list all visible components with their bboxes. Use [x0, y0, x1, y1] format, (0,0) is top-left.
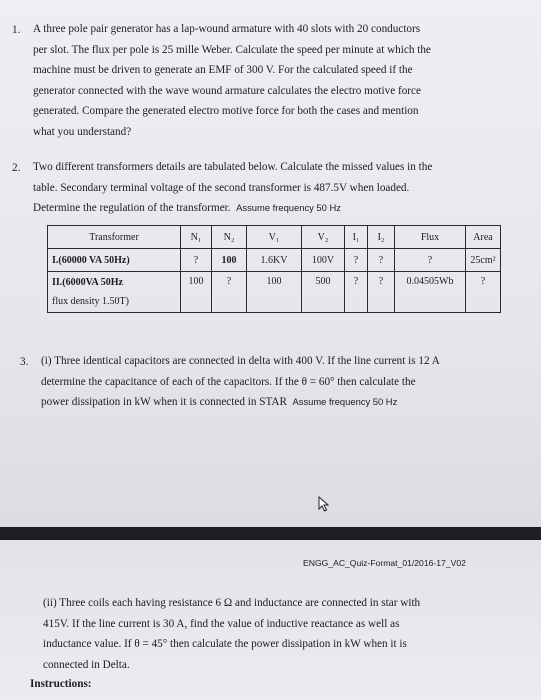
question-3-number: 3.: [20, 356, 29, 368]
table-cell: ?: [466, 272, 501, 313]
table-cell: 0.04505Wb: [395, 272, 466, 313]
table-cell: ?: [368, 272, 395, 313]
table-cell: 500: [302, 272, 345, 313]
q3-line-text: power dissipation in kW when it is connected in STAR: [41, 396, 287, 409]
q3-line: [41, 392, 440, 413]
table-cell: ?: [345, 272, 368, 313]
q2-line: table. Secondary terminal voltage of the second transformer is 487.5V when loaded.: [33, 181, 410, 194]
table-cell: [48, 272, 181, 313]
table-row: [48, 249, 501, 272]
header-cell: Transformer: [48, 226, 181, 249]
q3b-line: inductance value. If θ = 45° then calculate the power dissipation in kW when it is: [43, 638, 407, 651]
question-2-number: 2.: [12, 162, 21, 174]
table-cell: [48, 249, 181, 272]
table-cell: 100: [247, 272, 302, 313]
transformer-2-label: II.(6000VA 50Hz: [52, 277, 123, 288]
transformer-table: [47, 225, 501, 313]
q3-line: determine the capacitance of each of the capacitors. If the θ = 60° then calculate the: [41, 375, 416, 388]
q2-frequency-note: Assume frequency 50 Hz: [236, 202, 341, 214]
question-3-text: [41, 351, 440, 413]
table-row: [48, 272, 501, 313]
table-cell: ?: [395, 249, 466, 272]
header-cell: Flux: [395, 226, 466, 249]
header-cell: I₂: [368, 226, 395, 249]
table-cell: 100: [181, 272, 212, 313]
q1-line: machine must be driven to generate an EMF of 300 V. For the calculated speed if the: [33, 64, 413, 77]
table-cell-value: 100: [221, 254, 237, 266]
table-cell: ?: [212, 272, 247, 313]
header-cell: N₁: [181, 226, 212, 249]
q1-line: what you understand?: [33, 125, 132, 138]
q1-line: A three pole pair generator has a lap-wound armature with 40 slots with 20 conductors: [33, 23, 421, 35]
table-cell: ?: [181, 249, 212, 272]
table-cell: [212, 249, 247, 272]
table-cell: ?: [345, 249, 368, 272]
header-cell: V₂: [302, 226, 345, 249]
header-cell: V₁: [247, 226, 302, 249]
transformer-2-sublabel: flux density 1.50T): [52, 296, 129, 307]
table-cell: 100V: [302, 249, 345, 272]
q3b-line: connected in Delta.: [43, 658, 130, 671]
transformer-1-label: I.(60000 VA 50Hz): [52, 254, 130, 266]
question-1-text: [33, 19, 431, 143]
page-break-band: [0, 527, 541, 540]
q3b-line: (ii) Three coils each having resistance 6 Ω and inductance are connected in star with: [43, 597, 421, 609]
header-cell: N₂: [212, 226, 247, 249]
q3-line: (i) Three identical capacitors are connected in delta with 400 V. If the line current is 12 A: [41, 355, 440, 367]
q3b-line: 415V. If the line current is 30 A, find the value of inductive reactance as well as: [43, 617, 400, 630]
q1-line: per slot. The flux per pole is 25 mille Weber. Calculate the speed per minute at which the: [33, 43, 431, 56]
table-cell: 25cm²: [466, 249, 501, 272]
table-cell: 1.6KV: [247, 249, 302, 272]
instructions-heading: Instructions:: [30, 678, 92, 690]
q1-line: generator connected with the wave wound armature calculates the electro motive force: [33, 84, 421, 97]
q1-line: generated. Compare the generated electro motive force for both the cases and mention: [33, 105, 419, 118]
question-3-part-2-text: [43, 593, 420, 675]
q3-frequency-note: Assume frequency 50 Hz: [292, 396, 398, 408]
mouse-cursor-icon: [318, 496, 330, 512]
document-code: ENGG_AC_Quiz-Format_01/2016-17_V02: [303, 558, 466, 568]
table-header-row: [48, 226, 501, 249]
header-cell: Area: [466, 226, 501, 249]
q2-line-text: Determine the regulation of the transformer.: [33, 202, 231, 215]
table-cell: ?: [368, 249, 395, 272]
header-cell: I₁: [345, 226, 368, 249]
question-1-number: 1.: [12, 24, 21, 36]
q2-line: Two different transformers details are tabulated below. Calculate the missed values in the: [33, 161, 433, 173]
question-2-text: [33, 157, 432, 219]
q2-line: [33, 198, 432, 219]
